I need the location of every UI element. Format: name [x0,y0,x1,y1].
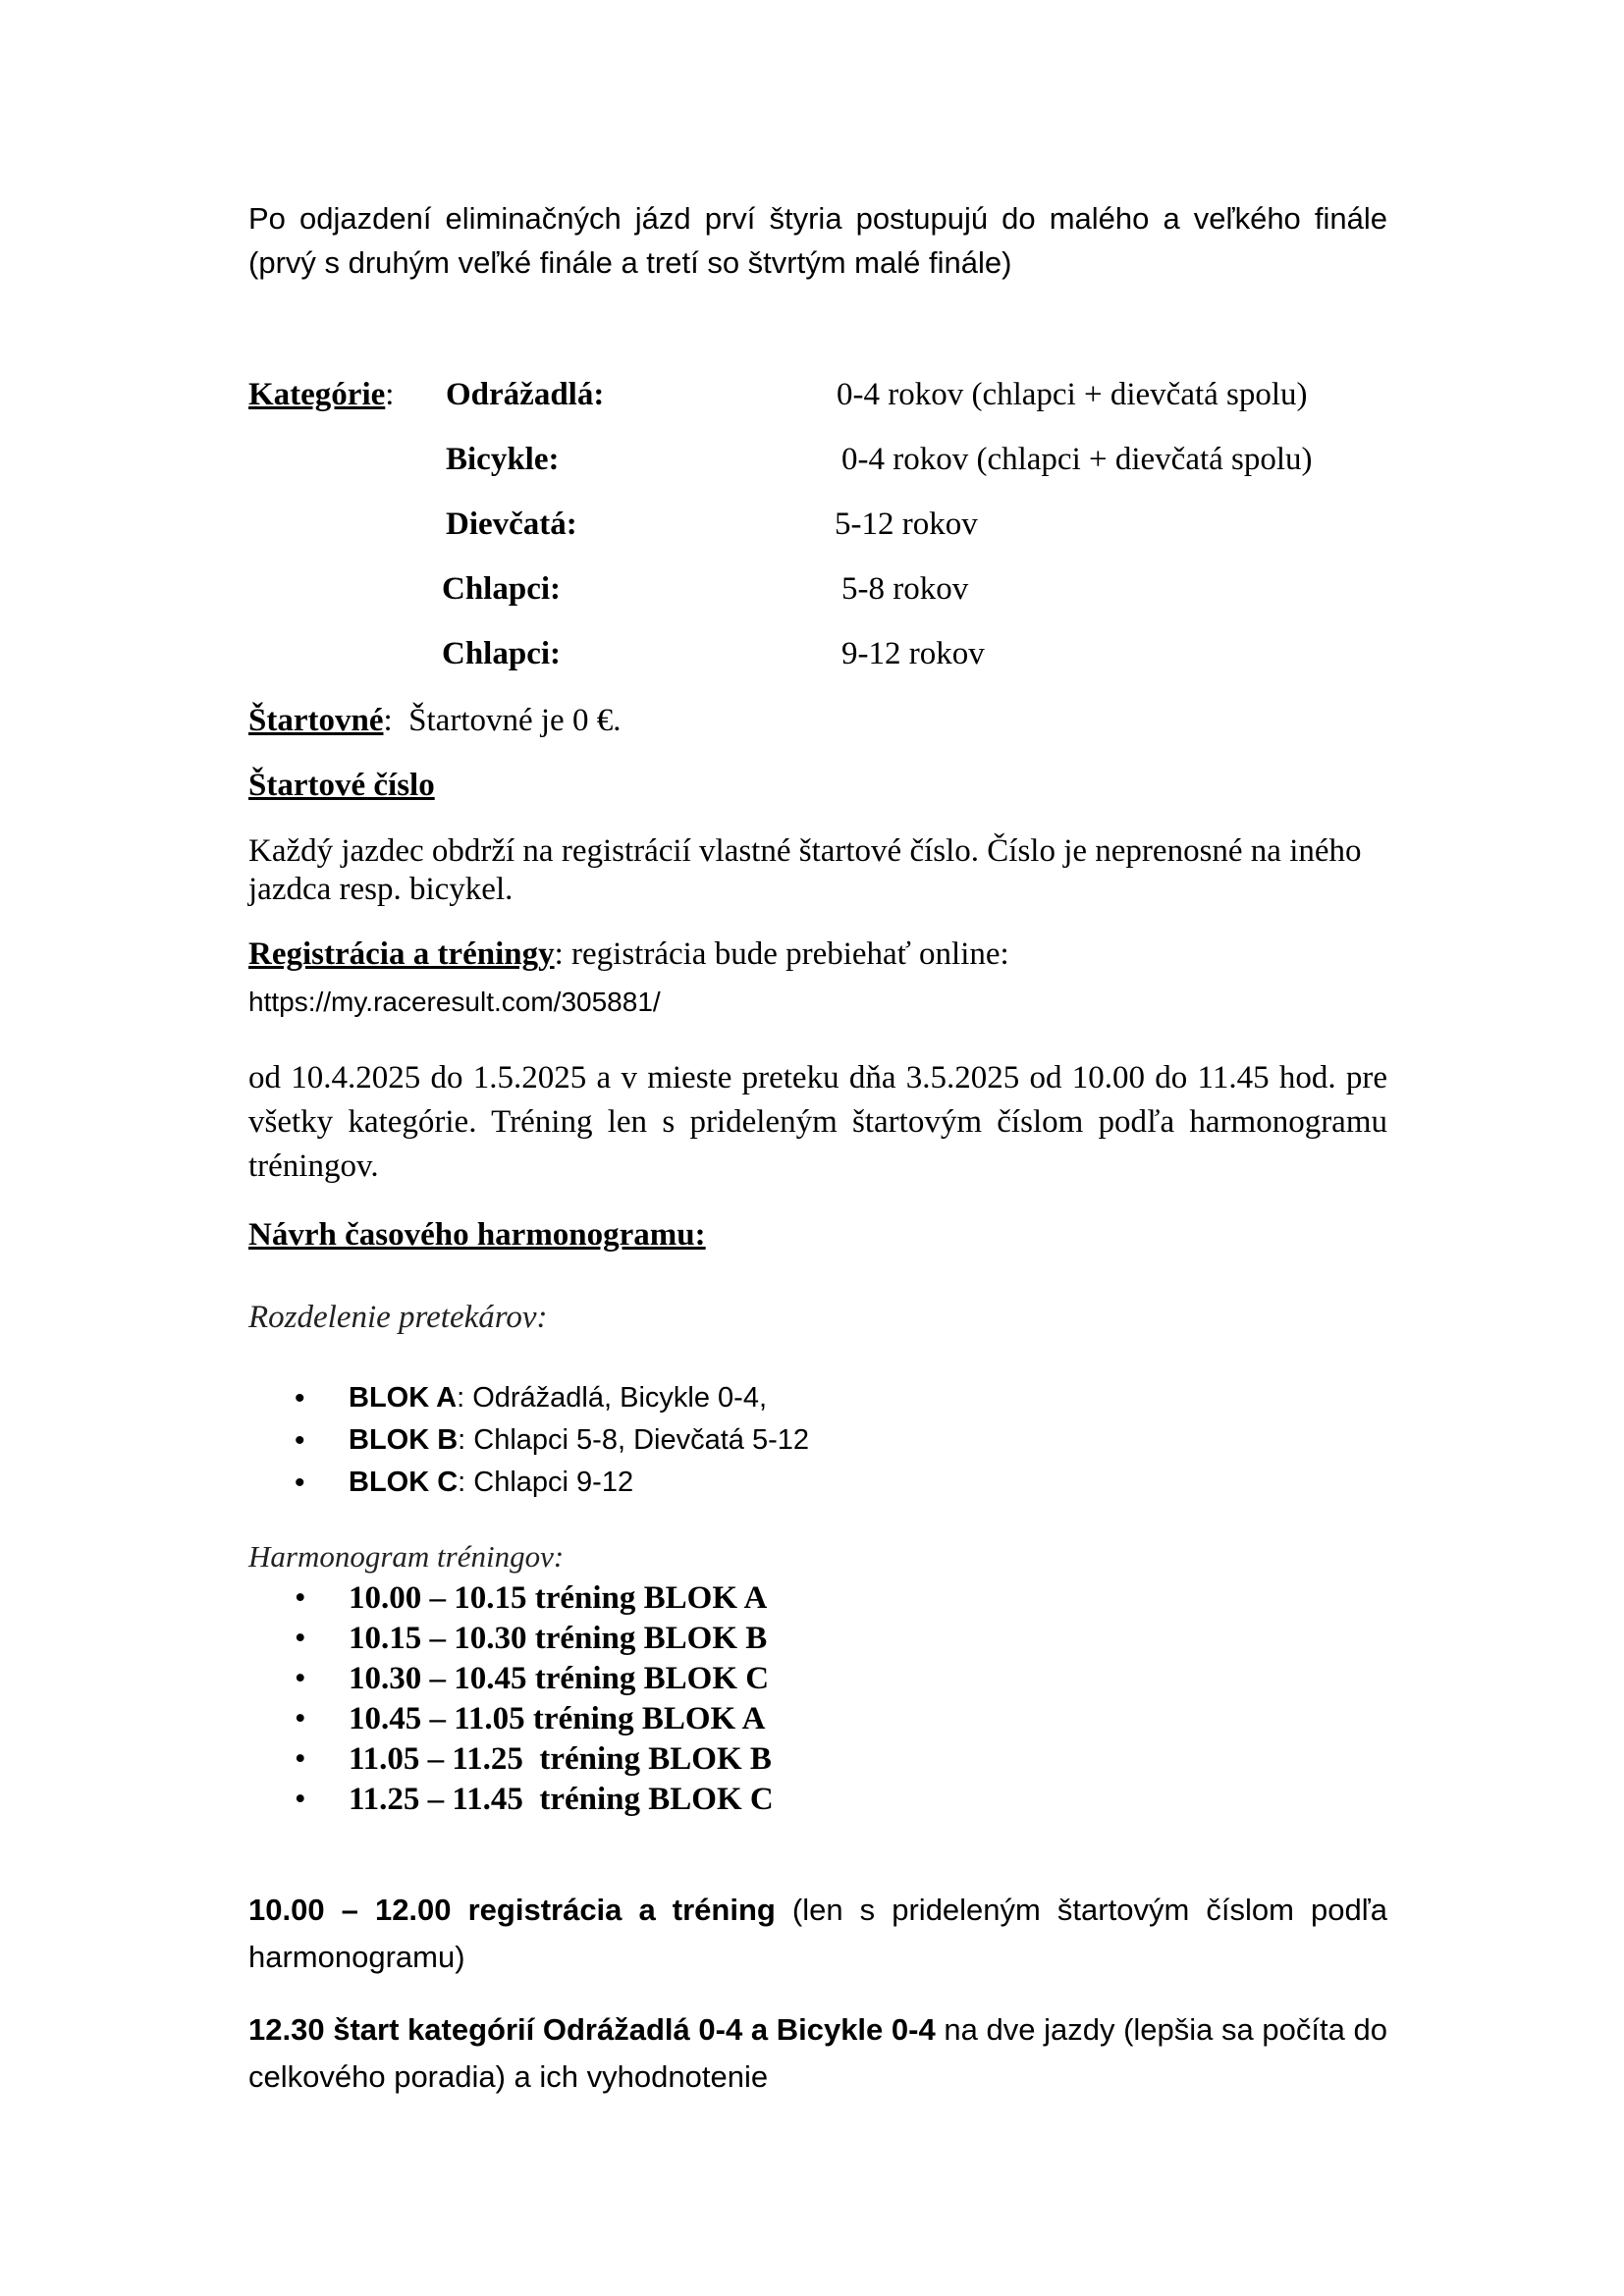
registration-details: od 10.4.2025 do 1.5.2025 a v mieste preteku dňa 3.5.2025 od 10.00 do 11.45 hod. pre všetky kategórie. Tréning len s prideleným štartovým číslom podľa harmonogramu tréningov. [248,1060,1387,1184]
registration-line [248,936,1009,973]
categories-heading-colon: : [385,377,395,412]
fee-heading-colon: : [383,703,393,738]
list-item [295,1377,809,1419]
category-label-chlapci-9-12: Chlapci: [442,636,562,671]
list-item [295,1419,809,1462]
fee-text: Štartovné je 0 €. [408,703,622,738]
schedule-item-time: 12.30 štart kategórií Odrážadlá 0-4 a Bicykle 0-4 [248,2012,936,2047]
block-text: : Chlapci 9-12 [458,1467,634,1498]
registration-text: : registrácia bude prebiehať online: [554,936,1009,972]
start-number-heading: Štartové číslo [248,768,435,803]
category-label-odrazadla: Odrážadlá: [446,377,605,412]
registration-url[interactable]: https://my.raceresult.com/305881/ [248,987,661,1017]
schedule-item-text: (len s prideleným štartovým číslom podľa harmonogramu) [248,1893,1387,1974]
block-name: BLOK A [349,1382,458,1414]
training-list [295,1578,774,1820]
schedule-heading: Návrh časového harmonogramu: [248,1217,706,1253]
fee-line [248,703,621,739]
training-title: Harmonogram tréningov: [248,1539,565,1574]
block-text: : Chlapci 5-8, Dievčatá 5-12 [458,1424,810,1456]
list-item [295,1462,809,1504]
block-list [295,1377,809,1504]
category-value-chlapci-5-8: 5-8 rokov [841,571,969,607]
list-item: • 10.30 – 10.45 tréning BLOK C [295,1659,774,1699]
schedule-item-registration [248,1887,1387,1981]
category-value-chlapci-9-12: 9-12 rokov [841,636,985,671]
division-title: Rozdelenie pretekárov: [248,1300,548,1335]
schedule-item-time: 10.00 – 12.00 registrácia a tréning [248,1893,776,1927]
fee-heading: Štartovné [248,703,384,738]
list-item: • 10.45 – 11.05 tréning BLOK A [295,1699,774,1739]
registration-heading: Registrácia a tréningy [248,936,555,972]
list-item: • 11.25 – 11.45 tréning BLOK C [295,1780,774,1820]
block-name: BLOK B [349,1424,459,1456]
category-value-bicykle: 0-4 rokov (chlapci + dievčatá spolu) [841,442,1313,477]
category-label-bicykle: Bicykle: [446,442,560,477]
list-item: • 11.05 – 11.25 tréning BLOK B [295,1739,774,1780]
categories-heading [248,377,394,413]
category-label-chlapci-5-8: Chlapci: [442,571,562,607]
schedule-item-text: na dve jazdy (lepšia sa počíta do celkového poradia) a ich vyhodnotenie [248,2012,1387,2094]
block-name: BLOK C [349,1467,459,1498]
categories-heading-label: Kategórie [248,377,386,412]
list-item: • 10.00 – 10.15 tréning BLOK A [295,1578,774,1619]
category-value-odrazadla: 0-4 rokov (chlapci + dievčatá spolu) [837,377,1308,412]
list-item: • 10.15 – 10.30 tréning BLOK B [295,1619,774,1659]
category-value-dievcata: 5-12 rokov [835,507,978,542]
intro-paragraph: Po odjazdení eliminačných jázd prví štyria postupujú do malého a veľkého finále (prvý s druhým veľké finále a tretí so štvrtým malé finále) [248,201,1387,280]
schedule-item-start [248,2006,1387,2101]
category-label-dievcata: Dievčatá: [446,507,577,542]
start-number-text: Každý jazdec obdrží na registrácií vlastné štartové číslo. Číslo je neprenosné na iného jazdca resp. bicykel. [248,833,1362,907]
block-text: : Odrážadlá, Bicykle 0-4, [457,1382,768,1414]
